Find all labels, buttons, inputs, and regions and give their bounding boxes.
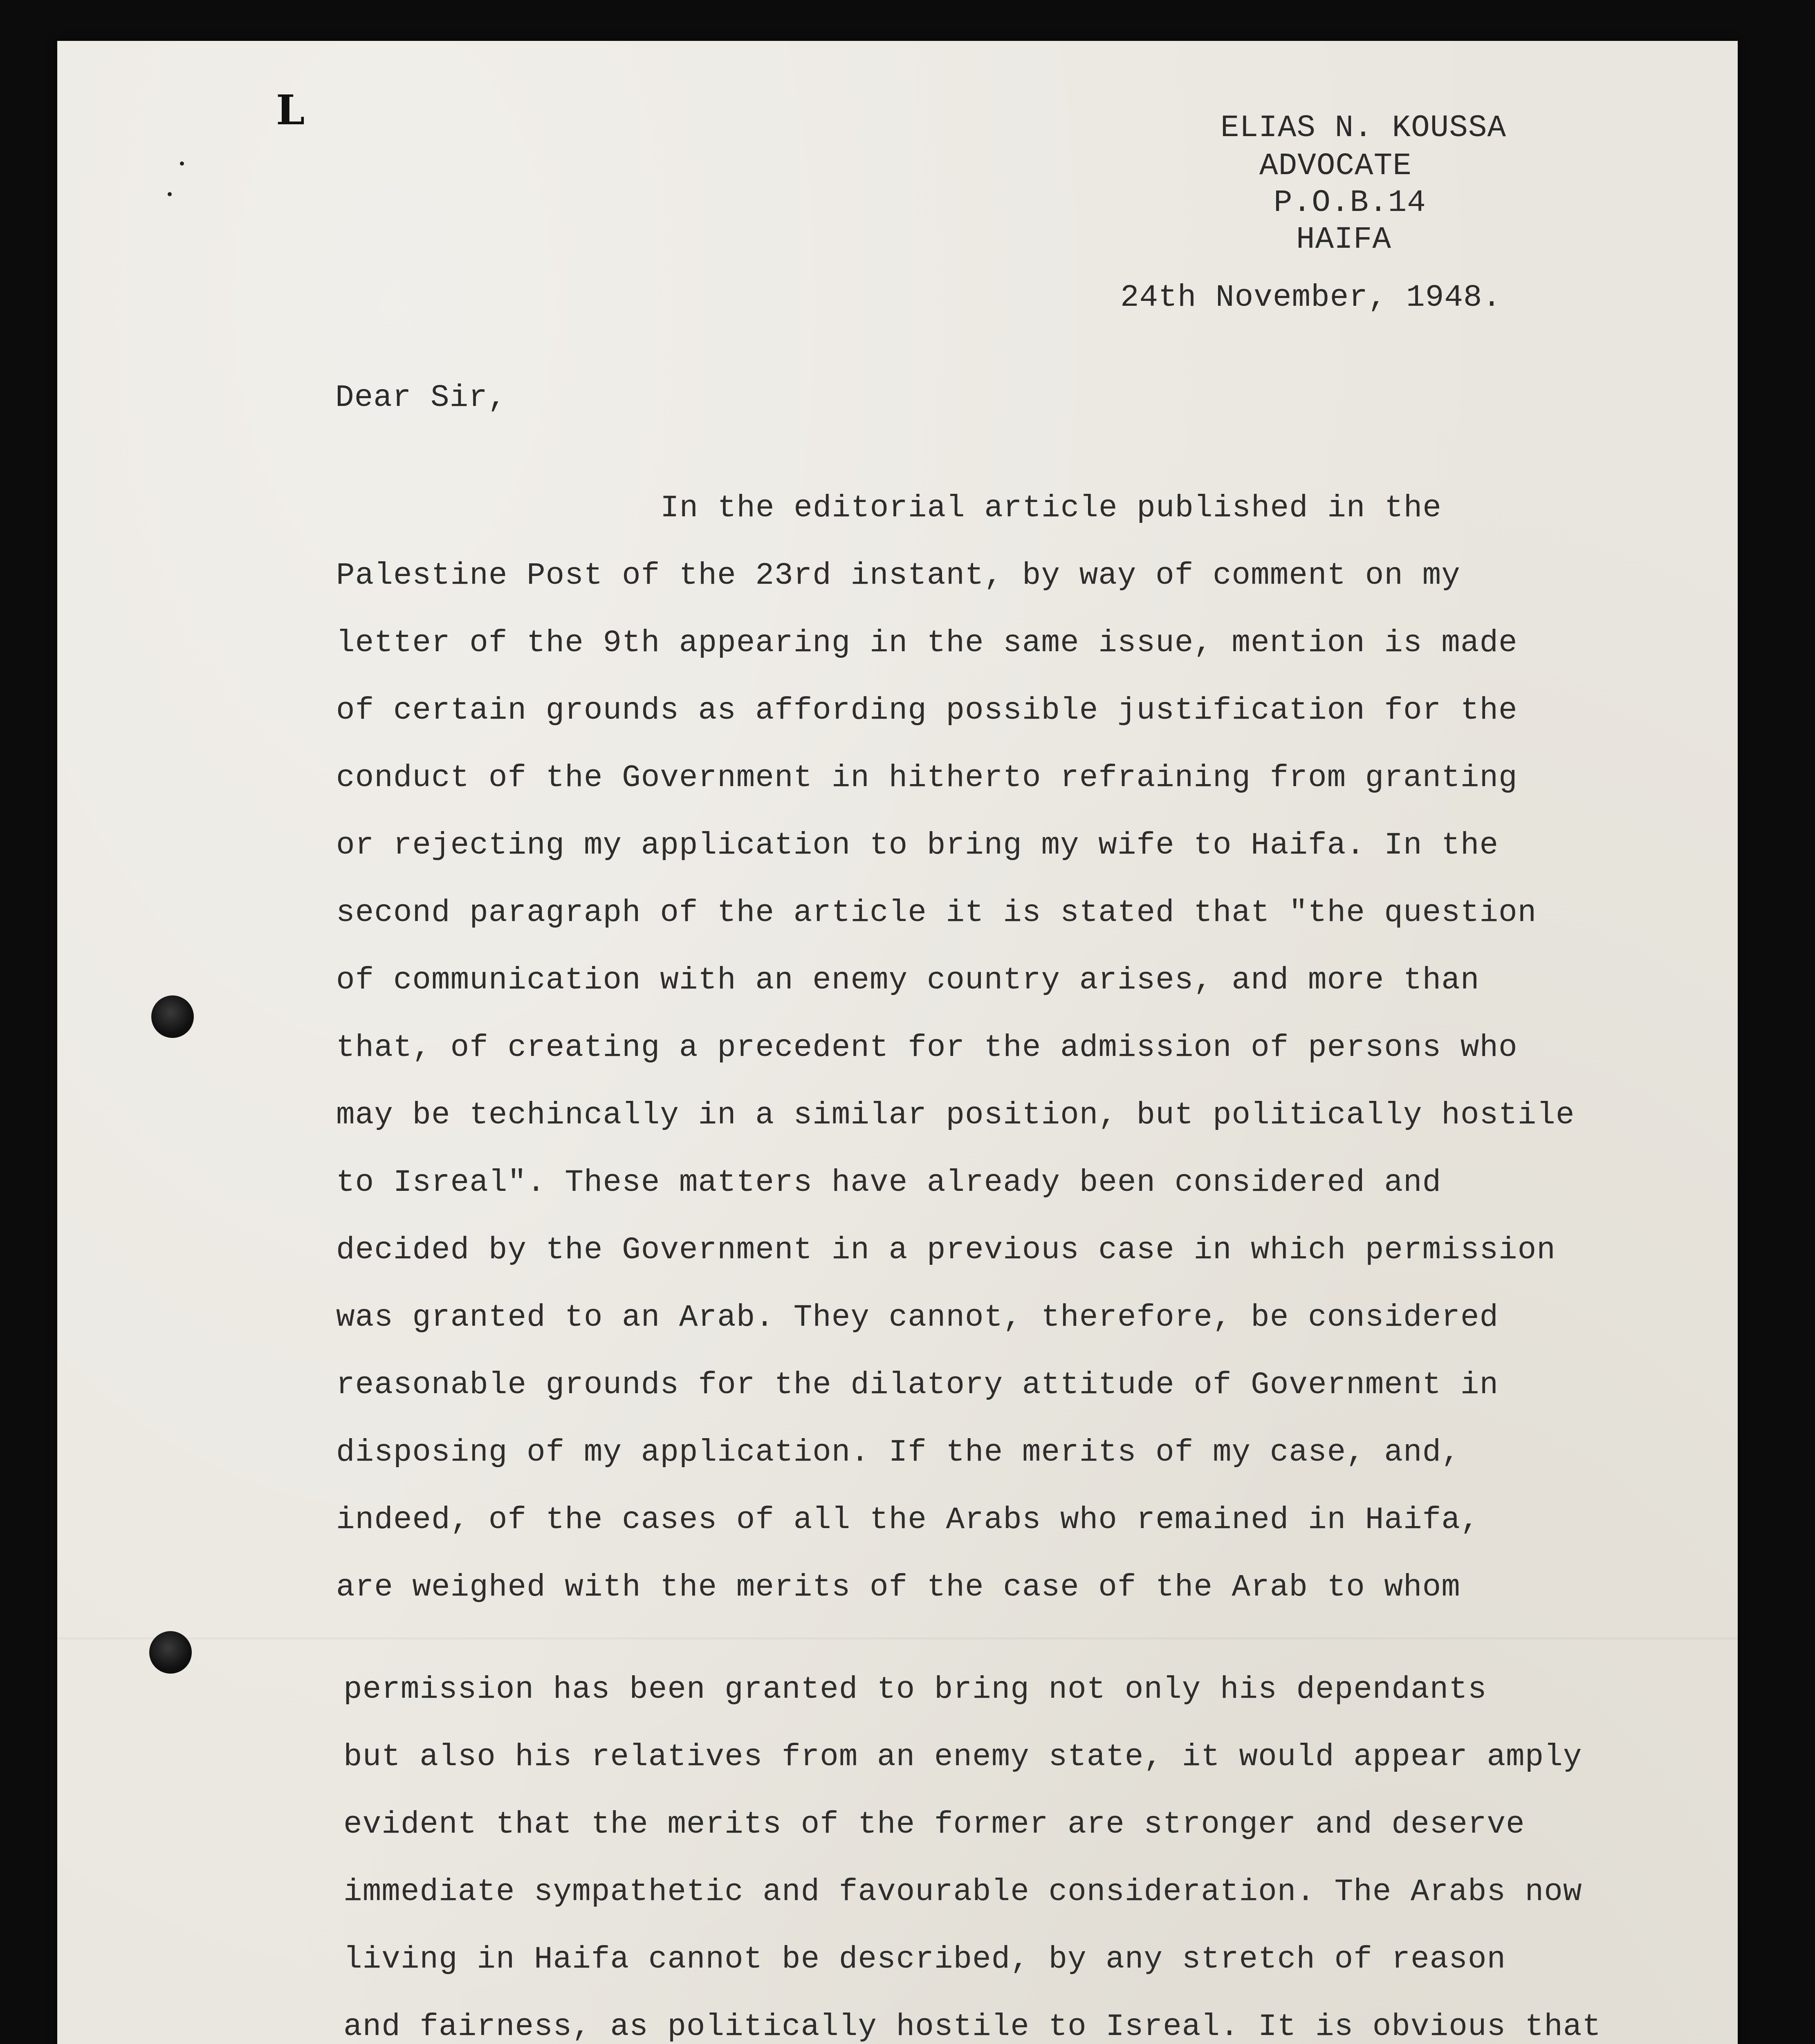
body-line: conduct of the Government in hitherto refraining from granting	[336, 760, 1518, 796]
letterhead-title: ADVOCATE	[1259, 148, 1412, 184]
ink-dot	[180, 161, 184, 166]
letterhead-box: P.O.B.14	[1274, 185, 1426, 220]
body-line: was granted to an Arab. They cannot, therefore, be considered	[336, 1300, 1499, 1335]
body-line: In the editorial article published in the	[660, 491, 1442, 526]
letterhead-city: HAIFA	[1296, 222, 1392, 257]
body-line: that, of creating a precedent for the admission of persons who	[336, 1030, 1518, 1065]
body-line: and fairness, as politically hostile to Isreal. It is obvious that	[343, 2009, 1602, 2044]
punch-hole	[151, 995, 194, 1038]
body-line: may be techincally in a similar position, but politically hostile	[336, 1098, 1575, 1133]
body-line: to Isreal". These matters have already been considered and	[336, 1165, 1442, 1200]
body-line: but also his relatives from an enemy state, it would appear amply	[343, 1739, 1582, 1775]
body-line: permission has been granted to bring not only his dependants	[343, 1672, 1487, 1707]
letterhead-name: ELIAS N. KOUSSA	[1220, 110, 1507, 146]
body-line: of certain grounds as affording possible justification for the	[336, 693, 1518, 728]
body-line: immediate sympathetic and favourable consideration. The Arabs now	[343, 1874, 1582, 1910]
body-line: letter of the 9th appearing in the same issue, mention is made	[336, 625, 1518, 661]
body-line: decided by the Government in a previous case in which permission	[336, 1233, 1556, 1268]
ink-dot	[168, 192, 172, 196]
letter-page	[57, 41, 1738, 2044]
body-line: disposing of my application. If the merits of my case, and,	[336, 1435, 1461, 1470]
body-line: living in Haifa cannot be described, by any stretch of reason	[343, 1942, 1506, 1977]
salutation: Dear Sir,	[335, 380, 507, 415]
body-line: second paragraph of the article it is stated that "the question	[336, 895, 1537, 930]
punch-hole	[149, 1631, 192, 1674]
body-line: indeed, of the cases of all the Arabs who remained in Haifa,	[336, 1502, 1480, 1537]
letter-date: 24th November, 1948.	[1120, 280, 1502, 315]
margin-mark: L	[276, 86, 305, 134]
body-line: reasonable grounds for the dilatory attitude of Government in	[336, 1367, 1499, 1403]
body-line: or rejecting my application to bring my wife to Haifa. In the	[336, 828, 1499, 863]
body-line: evident that the merits of the former are stronger and deserve	[343, 1807, 1525, 1842]
body-line: Palestine Post of the 23rd instant, by way of comment on my	[336, 558, 1461, 593]
body-line: are weighed with the merits of the case of the Arab to whom	[336, 1570, 1461, 1605]
fold-line	[57, 1637, 1738, 1640]
body-line: of communication with an enemy country arises, and more than	[336, 963, 1480, 998]
